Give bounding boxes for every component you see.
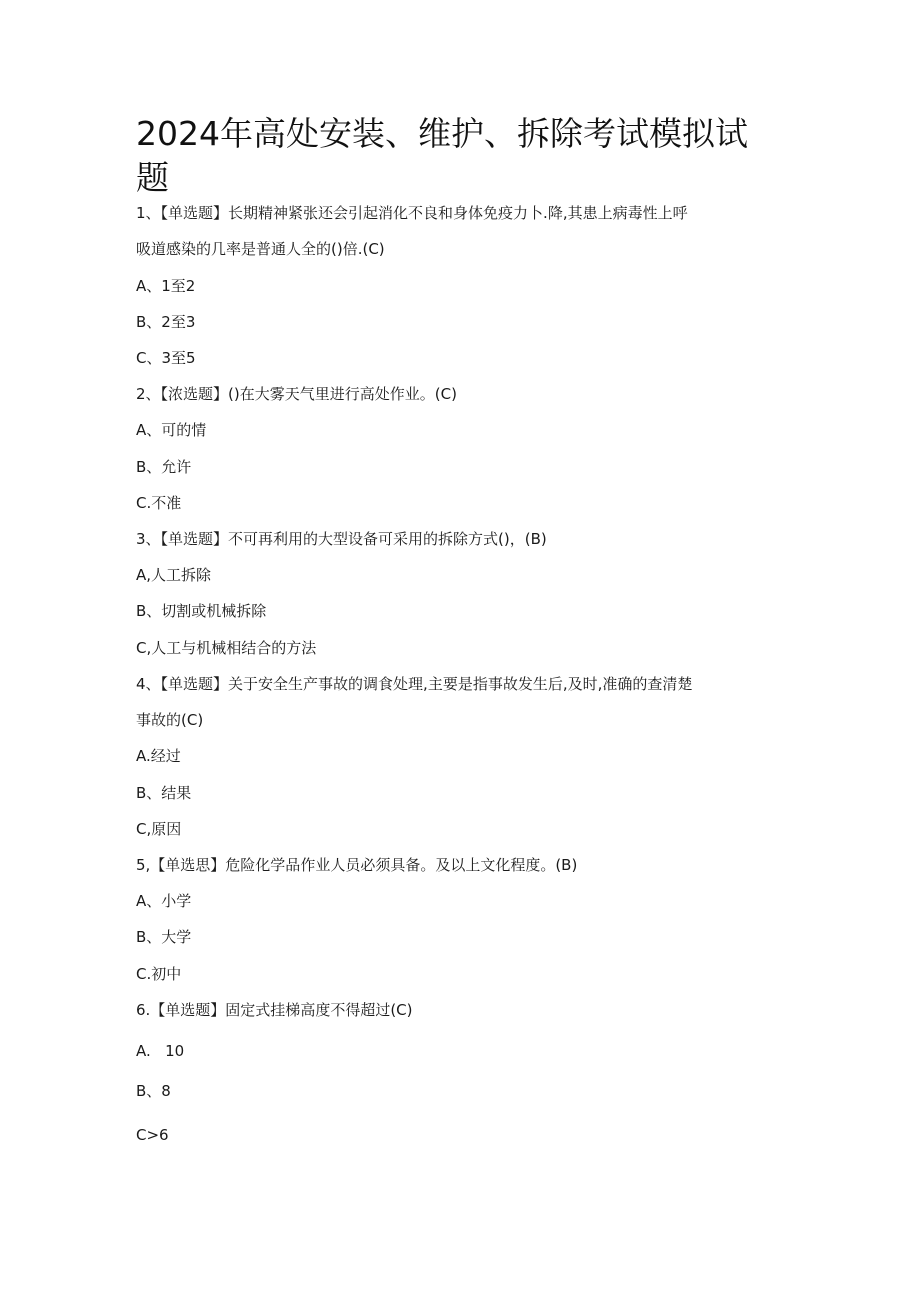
- question-6-stem: 6.【单选题】固定式挂梯高度不得超过(C): [136, 1001, 413, 1019]
- question-2-stem: 2、【浓选题】()在大雾天气里进行高处作业。(C): [136, 385, 457, 403]
- document-title: 2024年高处安装、维护、拆除考试模拟试题: [136, 114, 748, 197]
- question-3-option-a: A,人工拆除: [136, 566, 212, 584]
- question-1-stem-line-1: 1、【单选题】长期精神紧张还会引起消化不良和身体免疫力卜.降,其患上病毒性上呼: [136, 204, 688, 222]
- question-4-stem-line-2: 事故的(C): [136, 711, 204, 729]
- question-2-option-b: B、允许: [136, 458, 192, 476]
- question-6-option-a: A. 10: [136, 1042, 185, 1060]
- question-4-option-a: A.经过: [136, 747, 181, 765]
- question-1-stem-line-2: 吸道感染的几率是普通人全的()倍.(C): [136, 240, 385, 258]
- question-4-option-b: B、结果: [136, 784, 192, 802]
- question-5-option-c: C.初中: [136, 965, 182, 983]
- question-4-option-c: C,原因: [136, 820, 182, 838]
- question-1-option-c: C、3至5: [136, 349, 196, 367]
- question-2-option-c: C.不准: [136, 494, 182, 512]
- question-6-option-b: B、8: [136, 1082, 171, 1100]
- question-5-option-a: A、小学: [136, 892, 192, 910]
- question-3-stem: 3、【单选题】不可再利用的大型设备可采用的拆除方式()，(B): [136, 530, 547, 548]
- question-4-stem-line-1: 4、【单选题】关于安全生产事故的调食处理,主要是指事故发生后,及时,准确的查清楚: [136, 675, 693, 693]
- question-5-option-b: B、大学: [136, 928, 192, 946]
- question-6-option-c: C>6: [136, 1126, 169, 1144]
- question-2-option-a: A、可的情: [136, 421, 207, 439]
- question-5-stem: 5,【单选思】危险化学品作业人员必须具备。及以上文化程度。(B): [136, 856, 578, 874]
- question-3-option-c: C,人工与机械相结合的方法: [136, 639, 317, 657]
- question-1-option-a: A、1至2: [136, 277, 196, 295]
- question-3-option-b: B、切割或机械拆除: [136, 602, 267, 620]
- question-1-option-b: B、2至3: [136, 313, 196, 331]
